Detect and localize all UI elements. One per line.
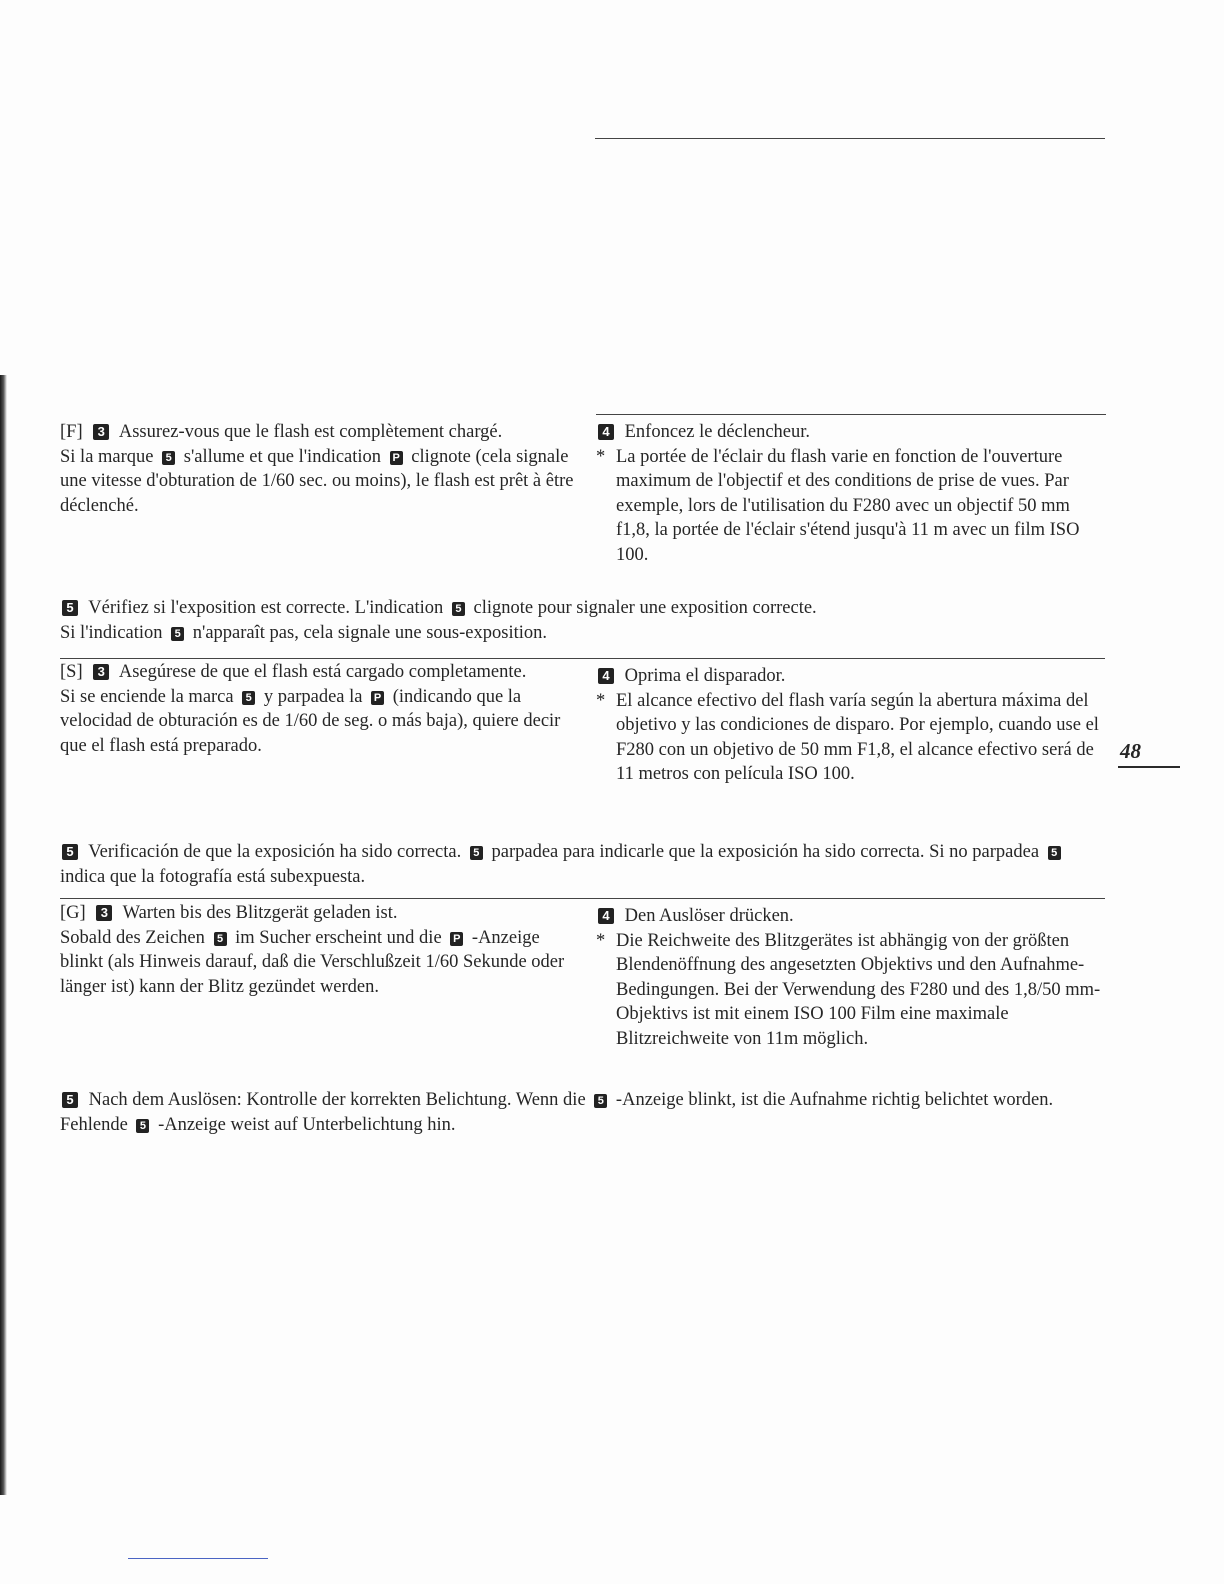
german-step5 xyxy=(60,1088,1105,1137)
asterisk: * xyxy=(596,930,606,951)
french-step4-note xyxy=(596,445,1106,568)
step-5-icon: 5 xyxy=(62,844,78,860)
german-step4 xyxy=(596,904,1106,1051)
step-3-icon: 3 xyxy=(93,424,109,440)
french-step5 xyxy=(60,596,1105,645)
french-step4 xyxy=(596,420,1106,567)
asterisk: * xyxy=(596,690,606,711)
section-rule xyxy=(595,138,1105,139)
step-3-icon: 3 xyxy=(96,905,112,921)
flash-ready-icon: 5 xyxy=(452,602,465,616)
german-step4-note xyxy=(596,929,1106,1052)
french-step3 xyxy=(60,420,575,518)
french-step4-note-text: La portée de l'éclair du flash varie en fonction de l'ouverture maximum de l'objectif et des conditions de prise de vues. Par exemple, lors de l'utilisation du F280 avec un objectif 50 mm f1,8, la portée de l'éclair s'étend jusqu'à 11 m avec un film ISO 100. xyxy=(616,446,1080,565)
section-rule xyxy=(60,658,1105,659)
step-5-icon: 5 xyxy=(62,1092,78,1108)
spanish-step3-line2c: (indicando que la velocidad de obturación es de 1/60 de seg. o más baja), quiere decir que el flash está preparado. xyxy=(60,686,561,756)
german-step4-text: Den Auslöser drücken. xyxy=(624,906,794,926)
spanish-step3 xyxy=(60,660,575,758)
french-step5-d: n'apparaît pas, cela signale une sous-exposition. xyxy=(192,622,547,643)
step-4-icon: 4 xyxy=(598,908,614,924)
spanish-step5 xyxy=(60,840,1105,889)
flash-ready-icon: 5 xyxy=(136,1119,149,1133)
flash-ready-icon: 5 xyxy=(242,691,255,705)
section-rule xyxy=(60,898,1105,899)
spanish-step5-c: indica que la fotografía está subexpuesta. xyxy=(60,866,366,887)
binding-shadow xyxy=(0,375,7,1495)
flash-ready-icon: 5 xyxy=(171,627,184,641)
spanish-step4-text: Oprima el disparador. xyxy=(624,666,786,686)
french-step3-line2c: clignote (cela signale une vitesse d'obturation de 1/60 sec. ou moins), le flash est prêt à être déclenché. xyxy=(60,446,574,516)
german-step3-line2a: Sobald des Zeichen xyxy=(60,927,205,948)
french-step5-a: Vérifiez si l'exposition est correcte. L'indication xyxy=(88,598,444,618)
german-step3-text: Warten bis des Blitzgerät geladen ist. xyxy=(122,903,398,923)
flash-ready-icon: 5 xyxy=(1048,846,1061,860)
section-rule xyxy=(596,414,1106,415)
asterisk: * xyxy=(596,446,606,467)
french-step3-line2a: Si la marque xyxy=(60,446,154,467)
german-step5-a: Nach dem Auslösen: Kontrolle der korrekten Belichtung. Wenn die xyxy=(88,1090,586,1110)
step-5-icon: 5 xyxy=(62,600,78,616)
french-step4-text: Enfoncez le déclencheur. xyxy=(624,422,811,442)
p-indicator-icon: P xyxy=(450,932,463,946)
step-4-icon: 4 xyxy=(598,424,614,440)
german-step3-line2c: -Anzeige blinkt (als Hinweis darauf, daß die Verschlußzeit 1/60 Sekunde oder länger ist) kann der Blitz gezündet werden. xyxy=(60,927,565,997)
french-step3-text: Assurez-vous que le flash est complètement chargé. xyxy=(118,422,503,442)
spanish-step3-line2b: y parpadea la xyxy=(263,686,363,707)
german-step5-c: -Anzeige weist auf Unterbelichtung hin. xyxy=(158,1114,456,1135)
french-step5-c: Si l'indication xyxy=(60,622,163,643)
p-indicator-icon: P xyxy=(390,451,403,465)
page-number: 48 xyxy=(1120,739,1141,763)
spanish-step3-line2a: Si se enciende la marca xyxy=(60,686,234,707)
step-3-icon: 3 xyxy=(93,664,109,680)
step-4-icon: 4 xyxy=(598,668,614,684)
german-step3 xyxy=(60,901,575,999)
spanish-step3-text: Asegúrese de que el flash está cargado completamente. xyxy=(118,662,527,682)
french-step5-b: clignote pour signaler une exposition correcte. xyxy=(473,598,817,618)
language-label: [S] xyxy=(60,662,83,682)
spanish-step5-b: parpadea para indicarle que la exposición ha sido correcta. Si no parpadea xyxy=(491,842,1040,862)
flash-ready-icon: 5 xyxy=(214,932,227,946)
french-step3-line2b: s'allume et que l'indication xyxy=(183,446,382,467)
spanish-step4-note-text: El alcance efectivo del flash varía según la abertura máxima del objetivo y las condiciones de disparo. Por ejemplo, cuando use el F280 con un objetivo de 50 mm F1,8, el alcance efectivo será de 11 metros con película ISO 100. xyxy=(616,690,1099,784)
footer-rule xyxy=(128,1558,268,1559)
p-indicator-icon: P xyxy=(371,691,384,705)
spanish-step4 xyxy=(596,664,1106,787)
flash-ready-icon: 5 xyxy=(470,846,483,860)
page-number-rule xyxy=(1118,766,1180,768)
german-step5-b: -Anzeige blinkt, ist die Aufnahme richtig belichtet worden. Fehlende xyxy=(60,1090,1054,1135)
spanish-step4-note xyxy=(596,689,1106,787)
spanish-step5-a: Verificación de que la exposición ha sido correcta. xyxy=(88,842,462,862)
flash-ready-icon: 5 xyxy=(594,1094,607,1108)
language-label: [F] xyxy=(60,422,83,442)
german-step3-line2b: im Sucher erscheint und die xyxy=(235,927,442,948)
german-step4-note-text: Die Reichweite des Blitzgerätes ist abhängig von der größten Blendenöffnung des angesetzten Objektivs und den Aufnahme-Bedingungen. Bei der Verwendung des F280 und des 1,8/50 mm-Objektivs ist mit einem ISO 100 Film eine maximale Blitzreichweite von 11m möglich. xyxy=(616,930,1101,1049)
language-label: [G] xyxy=(60,903,86,923)
flash-ready-icon: 5 xyxy=(162,451,175,465)
